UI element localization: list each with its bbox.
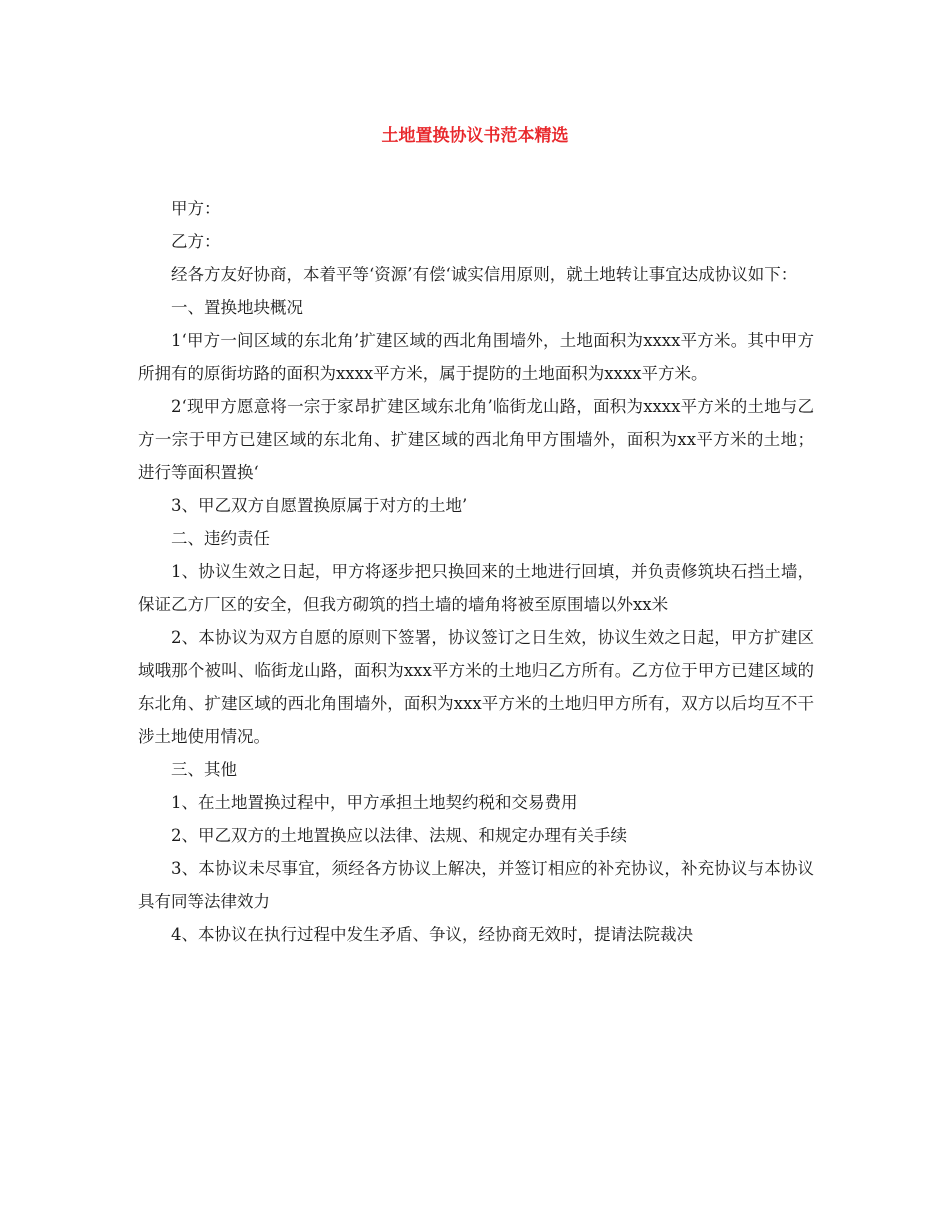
paragraph-party-a: 甲方： [171,199,221,218]
paragraph-liability-1: 1、协议生效之日起，甲方将逐步把只换回来的土地进行回填，并负责修筑块石挡土墙，保证乙方厂区的安全，但我方砌筑的挡土墙的墙角将被至原围墙以外xx米 [138,562,814,614]
paragraph-party-b: 乙方： [171,232,221,251]
paragraph-overview-1: 1‘甲方一间区域的东北角’扩建区域的西北角围墙外，土地面积为xxxx平方米。其中甲方所拥有的原街坊路的面积为xxxx平方米，属于提防的土地面积为xxxx平方米。 [138,331,814,383]
section-heading-other: 三、其他 [171,760,237,779]
section-heading-liability: 二、违约责任 [171,529,270,548]
paragraph-overview-3: 3、甲乙双方自愿置换原属于对方的土地’ [171,496,468,515]
paragraph-other-2: 2、甲乙双方的土地置换应以法律、法规、和规定办理有关手续 [171,826,627,845]
document-body [138,192,814,951]
section-heading-overview: 一、置换地块概况 [171,298,303,317]
paragraph-other-3: 3、本协议未尽事宜，须经各方协议上解决，并签订相应的补充协议，补充协议与本协议具有同等法律效力 [138,859,814,911]
paragraph-preamble: 经各方友好协商，本着平等‘资源’有偿‘诚实信用原则，就土地转让事宜达成协议如下： [171,265,798,284]
paragraph-other-1: 1、在土地置换过程中，甲方承担土地契约税和交易费用 [171,793,578,812]
paragraph-liability-2: 2、本协议为双方自愿的原则下签署，协议签订之日生效，协议生效之日起，甲方扩建区域哦那个被叫、临街龙山路，面积为xxx平方米的土地归乙方所有。乙方位于甲方已建区域的东北角、扩建区域的西北角围墙外，面积为xxx平方米的土地归甲方所有，双方以后均互不干涉土地使用情况。 [138,628,814,746]
paragraph-other-4: 4、本协议在执行过程中发生矛盾、争议，经协商无效时，提请法院裁决 [171,925,693,944]
paragraph-overview-2: 2‘现甲方愿意将一宗于家昂扩建区域东北角’临街龙山路，面积为xxxx平方米的土地与乙方一宗于甲方已建区域的东北角、扩建区域的西北角甲方围墙外，面积为xx平方米的土地；进行等面积置换‘ [138,397,814,482]
document-title: 土地置换协议书范本精选 [381,126,569,146]
